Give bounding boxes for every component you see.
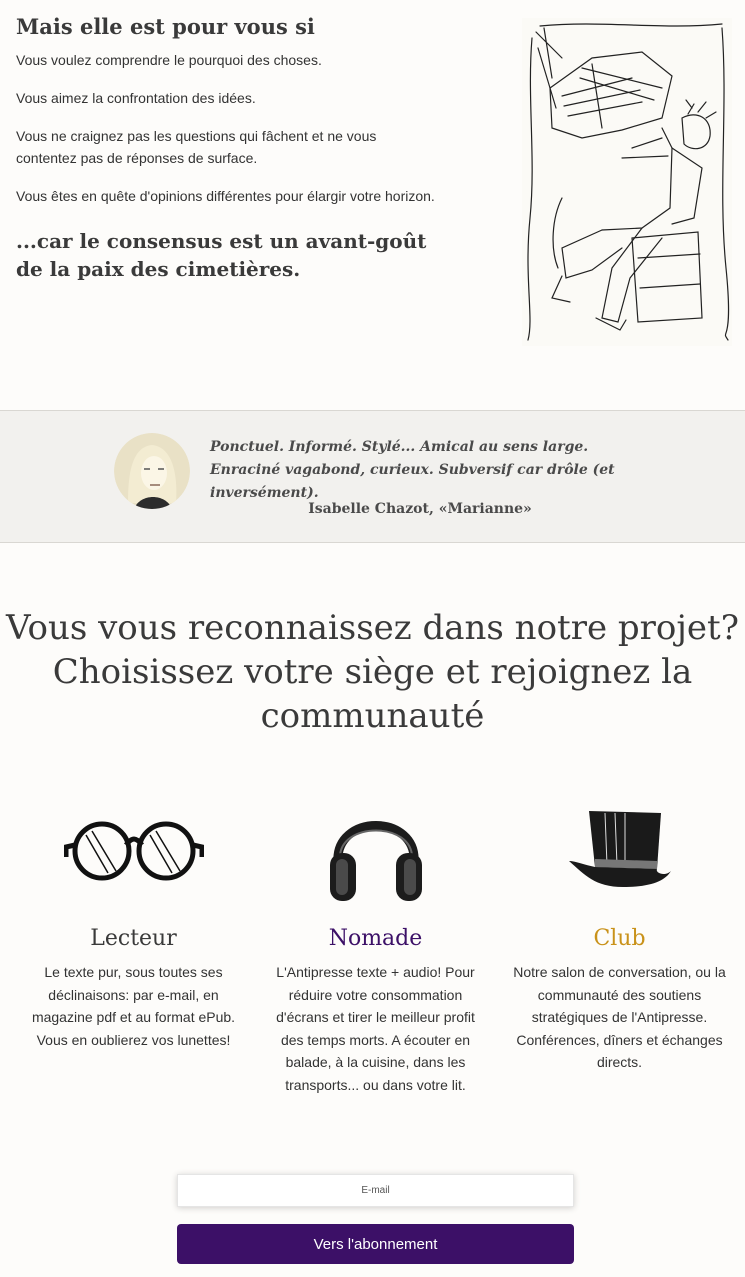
subscribe-button[interactable]: Vers l'abonnement [177, 1224, 574, 1264]
intro-item: Vous ne craignez pas les questions qui fâchent et ne vous contentez pas de réponses de surface. [16, 128, 377, 166]
plan-name: Lecteur [90, 926, 177, 951]
plan-lecteur[interactable] [26, 790, 241, 1051]
cta-title: Vous vous reconnaissez dans notre projet? Choisissez votre siège et rejoignez la communauté [6, 608, 739, 736]
headphones-icon [326, 793, 426, 908]
plan-description: Le texte pur, sous toutes ses déclinaisons: par e-mail, en magazine pdf et au format ePub. Vous en oublierez vos lunettes! [31, 964, 236, 1048]
plan-name: Club [593, 926, 646, 951]
plan-nomade[interactable] [268, 790, 483, 1096]
intro-item: Vous voulez comprendre le pourquoi des choses. [16, 52, 322, 68]
testimonial-author: Isabelle Chazot, «Marianne» [308, 501, 532, 517]
intro-text [16, 14, 436, 283]
intro-punchline: ...car le consensus est un avant-goût de la paix des cimetières. [16, 229, 427, 281]
plan-image [26, 790, 241, 910]
man-reading-newspaper-sketch-icon [522, 18, 732, 346]
plan-name: Nomade [328, 926, 423, 951]
plan-image [268, 790, 483, 910]
intro-section [0, 0, 745, 410]
round-glasses-icon [64, 815, 204, 885]
plan-description: Notre salon de conversation, ou la communauté des soutiens stratégiques de l'Antipresse. Conférences, dîners et échanges directs. [513, 964, 726, 1070]
testimonial-band [0, 410, 745, 543]
plan-description: L'Antipresse texte + audio! Pour réduire votre consommation d'écrans et tirer le meilleur profit des temps morts. A écouter en balade, à la cuisine, dans les transports... ou dans votre lit. [276, 964, 475, 1093]
testimonial-quote: Ponctuel. Informé. Stylé... Amical au sens large. Enraciné vagabond, curieux. Subversif car drôle (et inversément). [210, 439, 615, 501]
email-field[interactable] [177, 1174, 574, 1207]
plan-image [512, 790, 727, 910]
intro-item: Vous êtes en quête d'opinions différentes pour élargir votre horizon. [16, 188, 435, 204]
plan-club[interactable] [512, 790, 727, 1074]
intro-title: Mais elle est pour vous si [16, 14, 315, 39]
intro-item: Vous aimez la confrontation des idées. [16, 90, 256, 106]
top-hat-icon [565, 803, 675, 898]
portrait-avatar-icon [114, 433, 190, 509]
